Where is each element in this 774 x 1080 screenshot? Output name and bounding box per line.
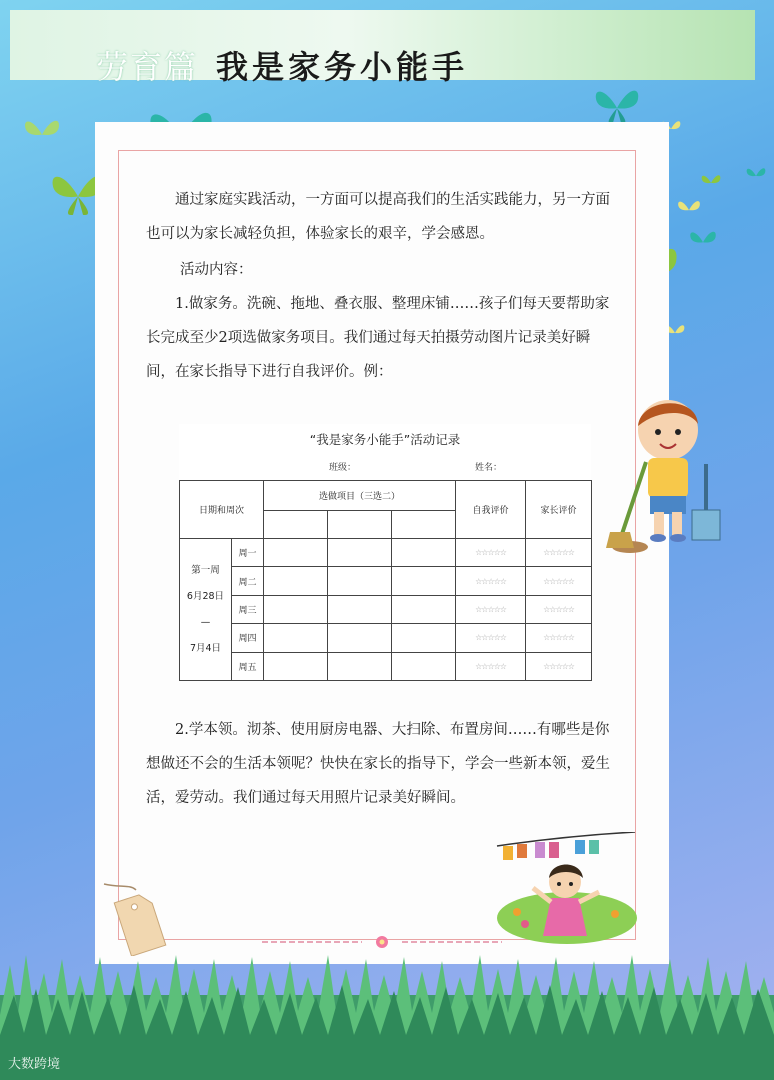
record-table: [179, 480, 592, 681]
record-title: “我是家务小能手”活动记录: [309, 432, 461, 447]
parent-rating-stars: ☆☆☆☆☆: [526, 652, 592, 680]
parent-rating-stars: ☆☆☆☆☆: [526, 567, 592, 595]
items-header: 选做项目（三选二）: [264, 481, 456, 511]
butterfly-icon: [22, 115, 62, 151]
week-line: —: [200, 616, 211, 628]
butterfly-icon: [676, 198, 702, 220]
self-rating-stars: ☆☆☆☆☆: [456, 595, 526, 623]
self-rating-stars: ☆☆☆☆☆: [456, 539, 526, 567]
section-housework-text: 1.做家务。洗碗、拖地、叠衣服、整理床铺……孩子们每天要帮助家长完成至少2项选做家务项目。我们通过每天拍摄劳动图片记录美好瞬间，在家长指导下进行自我评价。例：: [146, 296, 610, 380]
self-eval-header: 自我评价: [456, 481, 526, 539]
item-cell: [264, 624, 328, 652]
item-cell: [264, 511, 328, 539]
item-cell: [392, 567, 456, 595]
item-cell: [392, 595, 456, 623]
table-row: [180, 595, 592, 623]
item-cell: [264, 652, 328, 680]
item-cell: [328, 511, 392, 539]
table-row: [180, 539, 592, 567]
butterfly-icon: [745, 165, 767, 185]
parent-eval-header: 家长评价: [526, 481, 592, 539]
item-cell: [328, 595, 392, 623]
activity-record-form: [179, 424, 591, 681]
girl-laundry-illustration: [495, 832, 640, 950]
day-cell: 周一: [232, 539, 264, 567]
item-cell: [392, 539, 456, 567]
parent-rating-stars: ☆☆☆☆☆: [526, 624, 592, 652]
intro-text: 通过家庭实践活动，一方面可以提高我们的生活实践能力，另一方面也可以为家长减轻负担，体验家长的艰辛，学会感恩。: [146, 192, 610, 242]
name-label: 姓名：: [475, 463, 503, 473]
item-cell: [392, 652, 456, 680]
week-line: 第一周: [191, 564, 220, 576]
page-header: [96, 38, 468, 88]
section-part-label: 劳育篇: [96, 48, 199, 86]
date-week-header: 日期和周次: [180, 481, 264, 539]
day-cell: 周二: [232, 567, 264, 595]
self-rating-stars: ☆☆☆☆☆: [456, 624, 526, 652]
boy-sweeping-illustration: [600, 392, 730, 562]
section-skills-text: 2.学本领。沏茶、使用厨房电器、大扫除、布置房间……有哪些是你想做还不会的生活本领呢？快快在家长的指导下，学会一些新本领，爱生活，爱劳动。我们通过每天用照片记录美好瞬间。: [146, 722, 610, 806]
watermark: 大数跨境: [8, 1057, 61, 1072]
butterfly-icon: [700, 172, 722, 192]
page-title: 我是家务小能手: [216, 48, 469, 86]
section-skills: [146, 713, 616, 815]
self-rating-stars: ☆☆☆☆☆: [456, 567, 526, 595]
content-label: 活动内容：: [180, 262, 253, 278]
item-cell: [392, 511, 456, 539]
week-line: 6月28日: [186, 590, 225, 602]
class-label: 班级：: [329, 463, 357, 473]
footer-flower-divider: [262, 933, 502, 951]
item-cell: [328, 567, 392, 595]
day-cell: 周四: [232, 624, 264, 652]
butterfly-icon: [688, 228, 718, 254]
item-cell: [392, 624, 456, 652]
item-cell: [328, 624, 392, 652]
day-cell: 周三: [232, 595, 264, 623]
table-row: [180, 652, 592, 680]
item-cell: [264, 567, 328, 595]
table-row: [180, 567, 592, 595]
parent-rating-stars: ☆☆☆☆☆: [526, 539, 592, 567]
week-line: 7月4日: [189, 642, 222, 654]
item-cell: [328, 652, 392, 680]
self-rating-stars: ☆☆☆☆☆: [456, 652, 526, 680]
item-cell: [264, 539, 328, 567]
table-row: [180, 624, 592, 652]
gift-tag-decoration: [100, 880, 170, 956]
section-housework: [146, 287, 616, 389]
item-cell: [264, 595, 328, 623]
parent-rating-stars: ☆☆☆☆☆: [526, 595, 592, 623]
week-cell: [180, 539, 232, 681]
day-cell: 周五: [232, 652, 264, 680]
item-cell: [328, 539, 392, 567]
table-header-row: [180, 481, 592, 511]
grass-footer-decoration: [0, 955, 774, 1080]
intro-paragraph: [146, 183, 616, 251]
